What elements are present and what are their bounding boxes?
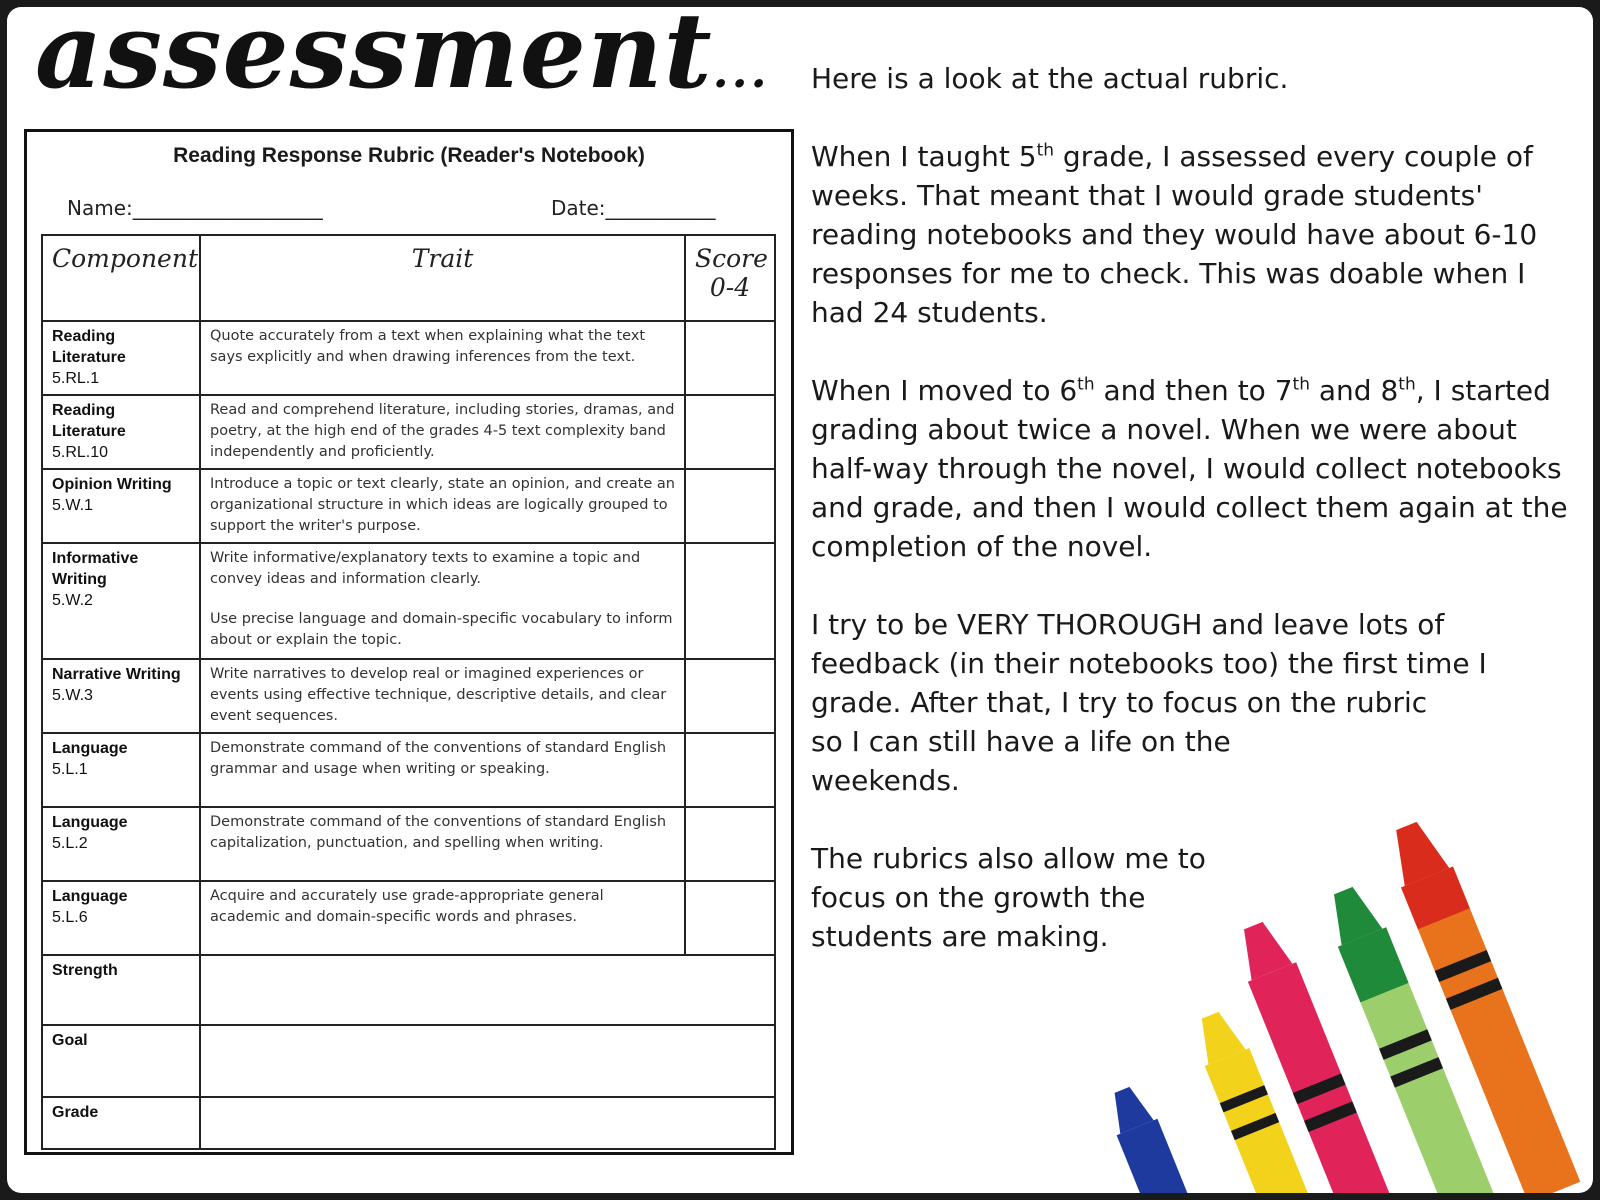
date-field-label: Date:___________ bbox=[551, 196, 716, 220]
paragraph-text: so I can still have a life on the weekends. bbox=[811, 725, 1231, 797]
trait-cell bbox=[200, 321, 685, 395]
component-cell bbox=[42, 321, 200, 395]
paragraph-text: When I taught 5 bbox=[811, 140, 1037, 173]
component-name: Narrative Writing bbox=[52, 666, 181, 683]
trait-cell bbox=[200, 807, 685, 881]
table-row bbox=[42, 321, 775, 395]
superscript: th bbox=[1077, 374, 1095, 395]
score-cell[interactable] bbox=[685, 469, 775, 543]
paragraph-text: grade, I assessed every couple of weeks. That meant that I would grade students' reading notebooks and they would have about 6-10 responses for me to check. This was doable when I had 24 students. bbox=[811, 140, 1538, 329]
rubric-title: Reading Response Rubric (Reader's Notebook) bbox=[173, 144, 645, 167]
header-score bbox=[685, 235, 775, 321]
name-field-label: Name:___________________ bbox=[67, 196, 323, 220]
paragraph-text: When I moved to 6 bbox=[811, 374, 1078, 407]
table-row bbox=[42, 733, 775, 807]
trait-text: Acquire and accurately use grade-appropriate general academic and domain-specific words and phrases. bbox=[210, 888, 604, 925]
trait-text: Demonstrate command of the conventions of standard English grammar and usage when writing or speaking. bbox=[210, 740, 667, 777]
score-cell[interactable] bbox=[685, 395, 775, 469]
component-name: Informative Writing bbox=[52, 550, 139, 588]
trait-text: Quote accurately from a text when explaining what the text says explicitly and when drawing inferences from the text. bbox=[210, 328, 646, 365]
component-code: 5.L.2 bbox=[52, 835, 88, 852]
paragraph-growth: The rubrics also allow me to focus on the growth the students are making. bbox=[811, 842, 1206, 953]
component-name: Reading Literature bbox=[52, 328, 126, 366]
table-row bbox=[42, 807, 775, 881]
component-name: Language bbox=[52, 888, 128, 905]
strength-entry-cell[interactable] bbox=[200, 955, 775, 1025]
component-name: Language bbox=[52, 740, 128, 757]
component-code: 5.W.3 bbox=[52, 687, 93, 704]
trait-cell bbox=[200, 881, 685, 955]
table-row bbox=[42, 1025, 775, 1097]
component-cell bbox=[42, 733, 200, 807]
header-score-line1: Score bbox=[695, 244, 768, 273]
paragraph-5th-grade bbox=[811, 137, 1571, 332]
grade-label: Grade bbox=[52, 1104, 99, 1121]
grade-entry-cell[interactable] bbox=[200, 1097, 775, 1149]
component-name: Reading Literature bbox=[52, 402, 126, 440]
component-code: 5.W.1 bbox=[52, 497, 93, 514]
goal-label-cell bbox=[42, 1025, 200, 1097]
trait-text-2: Use precise language and domain-specific vocabulary to inform about or explain the topic. bbox=[210, 611, 673, 648]
goal-entry-cell[interactable] bbox=[200, 1025, 775, 1097]
trait-text: Read and comprehend literature, including stories, dramas, and poetry, at the high end of the grades 4-5 text complexity band independently and proficiently. bbox=[210, 402, 675, 460]
paragraph-text: and 8 bbox=[1309, 374, 1399, 407]
table-row bbox=[42, 955, 775, 1025]
score-cell[interactable] bbox=[685, 807, 775, 881]
table-row bbox=[42, 543, 775, 659]
component-cell bbox=[42, 881, 200, 955]
title-dots: ... bbox=[712, 44, 770, 98]
component-code: 5.L.6 bbox=[52, 909, 88, 926]
rubric-table bbox=[41, 234, 776, 1150]
paragraph-6th-8th-grade bbox=[811, 371, 1571, 566]
superscript: th bbox=[1398, 374, 1416, 395]
component-cell bbox=[42, 469, 200, 543]
trait-text: Write informative/explanatory texts to examine a topic and convey ideas and information clearly. bbox=[210, 550, 641, 587]
table-row bbox=[42, 1097, 775, 1149]
header-component: Component bbox=[42, 235, 200, 321]
trait-cell bbox=[200, 659, 685, 733]
paragraph-text: , I started grading about twice a novel. When we were about half-way through the novel, I would collect notebooks and grade, and then I would collect them again at the completion of the novel. bbox=[811, 374, 1568, 563]
goal-label: Goal bbox=[52, 1032, 88, 1049]
header-trait: Trait bbox=[200, 235, 685, 321]
table-row bbox=[42, 881, 775, 955]
trait-cell bbox=[200, 395, 685, 469]
slide bbox=[7, 7, 1593, 1193]
score-cell[interactable] bbox=[685, 733, 775, 807]
component-name: Language bbox=[52, 814, 128, 831]
strength-label: Strength bbox=[52, 962, 118, 979]
table-row bbox=[42, 469, 775, 543]
trait-text: Introduce a topic or text clearly, state an opinion, and create an organizational structure in which ideas are logically grouped to support the writer's purpose. bbox=[210, 476, 675, 534]
score-cell[interactable] bbox=[685, 321, 775, 395]
score-cell[interactable] bbox=[685, 881, 775, 955]
trait-cell bbox=[200, 543, 685, 659]
header-score-line2: 0-4 bbox=[709, 273, 751, 302]
trait-text: Demonstrate command of the conventions of standard English capitalization, punctuation, and spelling when writing. bbox=[210, 814, 667, 851]
title-word: assessment bbox=[35, 7, 713, 112]
superscript: th bbox=[1292, 374, 1310, 395]
superscript: th bbox=[1036, 140, 1055, 161]
crayon-blue bbox=[1102, 1082, 1210, 1193]
page-title bbox=[35, 7, 770, 112]
table-row bbox=[42, 659, 775, 733]
component-code: 5.L.1 bbox=[52, 761, 88, 778]
strength-label-cell bbox=[42, 955, 200, 1025]
score-cell[interactable] bbox=[685, 659, 775, 733]
trait-cell bbox=[200, 733, 685, 807]
paragraph-text: I try to be VERY THOROUGH and leave lots of feedback (in their notebooks too) the first time I grade. After that, I try to focus on the rubric bbox=[811, 608, 1487, 719]
grade-label-cell bbox=[42, 1097, 200, 1149]
component-cell bbox=[42, 807, 200, 881]
crayons-image bbox=[1097, 797, 1593, 1193]
component-name: Opinion Writing bbox=[52, 476, 172, 493]
component-cell bbox=[42, 395, 200, 469]
component-code: 5.W.2 bbox=[52, 592, 93, 609]
component-cell bbox=[42, 659, 200, 733]
component-code: 5.RL.1 bbox=[52, 370, 100, 387]
component-cell bbox=[42, 543, 200, 659]
paragraph-intro: Here is a look at the actual rubric. bbox=[811, 62, 1289, 95]
table-row bbox=[42, 395, 775, 469]
rubric-document bbox=[24, 129, 794, 1155]
trait-cell bbox=[200, 469, 685, 543]
trait-text: Write narratives to develop real or imagined experiences or events using effective technique, descriptive details, and clear event sequences. bbox=[210, 666, 667, 724]
paragraph-text: and then to 7 bbox=[1094, 374, 1293, 407]
table-header-row bbox=[42, 235, 775, 321]
crayon-blue-body bbox=[1117, 1119, 1210, 1193]
score-cell[interactable] bbox=[685, 543, 775, 659]
component-code: 5.RL.10 bbox=[52, 444, 109, 461]
paragraph-thorough bbox=[811, 605, 1571, 800]
